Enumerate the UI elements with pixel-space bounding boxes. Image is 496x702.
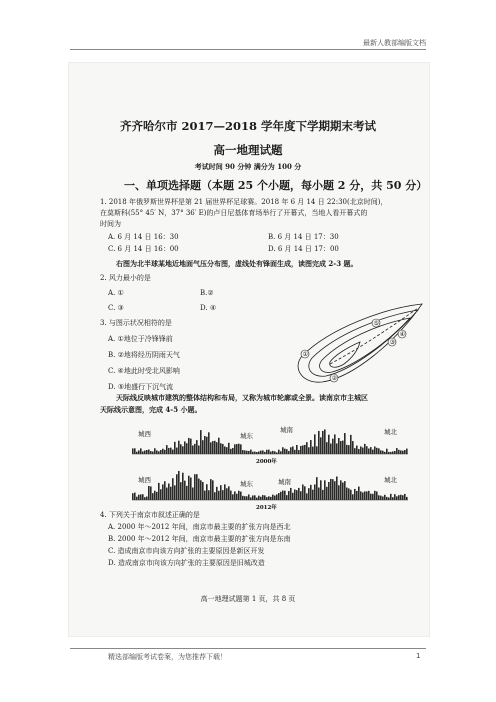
q1-option-b: B. 6 月 14 日 17：30 — [268, 233, 339, 241]
q4-option-a: A. 2000 年～2012 年间，南京市最主要的扩张方向是西北 — [108, 523, 291, 531]
skyline-year-2012: 2012年 — [256, 505, 277, 511]
q2-option-c: C. ③ — [108, 304, 124, 312]
exam-info: 考试时间 90 分钟 满分为 100 分 — [194, 162, 302, 171]
q1-option-d: D. 6 月 14 日 17：00 — [268, 245, 339, 253]
map-label-5: ⑤ — [373, 320, 379, 327]
q4-option-b: B. 2000 年～2012 年间，南京市最主要的扩张方向是东南 — [108, 535, 291, 543]
q4-option-c: C. 造成南京市向该方向扩张的主要原因是新区开发 — [108, 547, 265, 555]
skyline-2000 — [132, 429, 408, 454]
q1-line1: 1. 2018 年俄罗斯世界杯是第 21 届世界杯足球赛。2018 年 6 月 14 日 22:30(北京时间)， — [100, 198, 388, 206]
q3-option-c: C. ④地此时受北风影响 — [108, 367, 180, 375]
skyline-top-label-north: 城北 — [384, 428, 397, 436]
skyline-top-label-south: 城南 — [280, 426, 293, 434]
pressure-distribution-map — [290, 298, 430, 388]
map-label-1: ① — [302, 351, 308, 358]
section-heading: 一、单项选择题（本题 25 个小题，每小题 2 分，共 50 分） — [124, 179, 428, 192]
skyline-bottom-label-east: 城东 — [240, 480, 253, 488]
nanjing-skyline-figure — [132, 422, 408, 514]
skyline-top-label-east: 城东 — [240, 432, 253, 440]
q2-option-b: B.② — [200, 289, 214, 297]
exam-title: 齐齐哈尔市 2017—2018 学年度下学期期末考试 — [119, 119, 377, 133]
map-label-3: ③ — [389, 339, 395, 346]
q45-stem-line2: 天际线示意图，完成 4-5 小题。 — [100, 405, 202, 414]
q3-option-b: B. ②地将经历阴雨天气 — [108, 351, 180, 359]
q1-line2: 在莫斯科(55° 45′ N，37° 36′ E)的卢日尼基体育场举行了开幕式，当地人看开幕式的 — [100, 209, 368, 217]
skyline-2012 — [132, 471, 408, 500]
q1-option-c: C. 6 月 14 日 16：00 — [108, 245, 179, 253]
skyline-bottom-label-north: 城北 — [384, 476, 397, 484]
q4-stem: 4. 下列关于南京市叙述正确的是 — [100, 511, 200, 519]
q1-line3: 时间为 — [100, 220, 121, 228]
document-footer: 精选部编版考试卷案，为您推荐下载！ — [108, 653, 227, 661]
skyline-year-2000: 2000年 — [256, 459, 277, 465]
map-label-4: ④ — [399, 331, 405, 338]
skyline-bottom-label-west: 城西 — [138, 476, 151, 484]
header-divider — [70, 49, 426, 50]
q3-option-a: A. ①地位于冷锋锋前 — [108, 335, 173, 343]
q2-stem: 2. 风力最小的是 — [100, 274, 151, 282]
q23-stem: 右图为北半球某地近地面气压分布图，虚线处有锋面生成，读图完成 2-3 题。 — [116, 259, 358, 268]
document-header: 最新人教部编版文档 — [363, 39, 426, 47]
q2-option-a: A. ① — [108, 289, 124, 297]
exam-subtitle: 高一地理试题 — [213, 143, 283, 157]
q45-stem-line1: 天际线反映城市建筑的整体结构和布局，又称为城市轮廓或全景。读南京市主城区 — [116, 393, 368, 402]
q2-option-d: D. ④ — [200, 304, 217, 312]
footer-divider — [70, 648, 426, 649]
q1-option-a: A. 6 月 14 日 16：30 — [108, 233, 179, 241]
isobar-3 — [320, 318, 410, 372]
q3-option-d: D. ⑤地盛行下沉气流 — [108, 383, 174, 391]
skyline-bottom-label-south: 城南 — [278, 478, 291, 486]
page-number: 1 — [416, 652, 421, 660]
page-footer-text: 高一地理试题第 1 页，共 8 页 — [200, 595, 296, 603]
q4-option-d: D. 造成南京市向该方向扩张的主要原因是旧城改造 — [108, 559, 265, 567]
skyline-top-label-west: 城西 — [138, 430, 151, 438]
map-label-2: ② — [331, 375, 337, 382]
q3-stem: 3. 与图示状况相符的是 — [100, 319, 172, 327]
